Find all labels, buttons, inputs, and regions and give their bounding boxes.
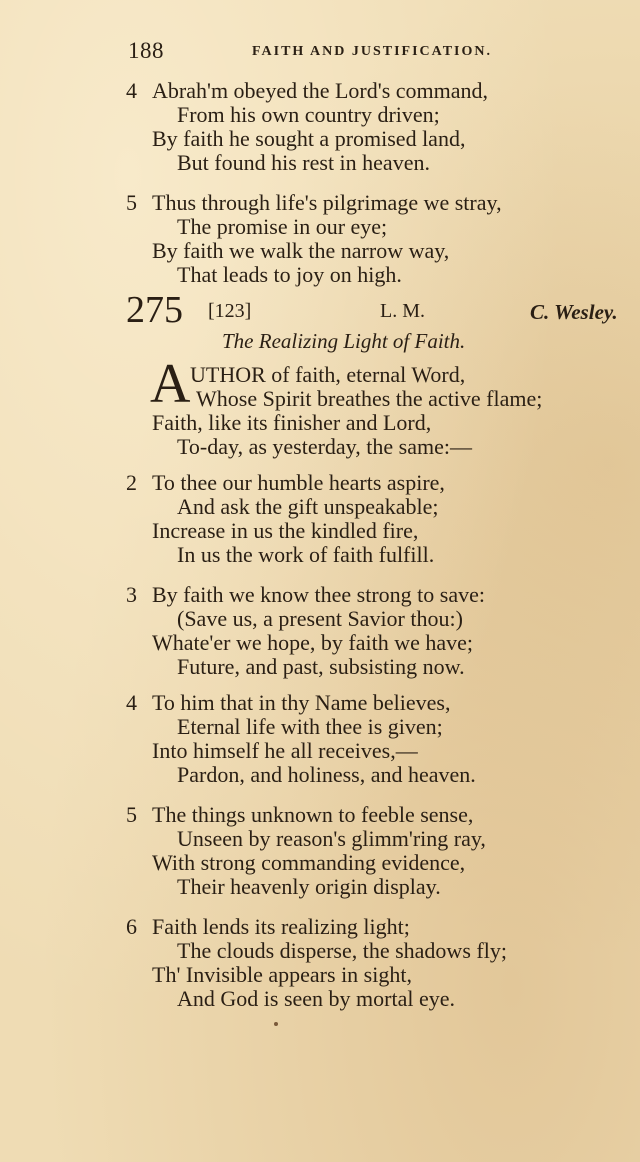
hymn-number: 275 (126, 289, 183, 331)
hymn-title: The Realizing Light of Faith. (222, 329, 466, 353)
verse-line: And ask the gift unspeakable; (177, 494, 439, 519)
hymn-meter: L. M. (380, 300, 425, 322)
verse-line: (Save us, a present Savior thou:) (177, 606, 463, 631)
verse-line: Faith, like its finisher and Lord, (152, 410, 432, 435)
hymn-author: C. Wesley. (530, 300, 618, 324)
stanza-number: 6 (126, 914, 137, 939)
verse-line: Pardon, and holiness, and heaven. (177, 762, 476, 787)
verse-line: To thee our humble hearts aspire, (152, 470, 445, 495)
verse-line: From his own country driven; (177, 102, 440, 127)
verse-line: UTHOR of faith, eternal Word, (190, 362, 466, 387)
verse-line: And God is seen by mortal eye. (177, 986, 455, 1011)
verse-line: Faith lends its realizing light; (152, 914, 410, 939)
ink-speck (274, 1022, 278, 1026)
verse-line: Whose Spirit breathes the active flame; (196, 386, 543, 411)
running-head: FAITH AND JUSTIFICATION. (252, 44, 493, 59)
verse-line: Unseen by reason's glimm'ring ray, (177, 826, 486, 851)
hymn-reference: [123] (208, 300, 252, 322)
verse-line: With strong commanding evidence, (152, 850, 466, 875)
drop-cap: A (150, 353, 191, 415)
verse-line: By faith we walk the narrow way, (152, 238, 450, 263)
verse-line: Abrah'm obeyed the Lord's command, (152, 78, 489, 103)
verse-line: To-day, as yesterday, the same:— (177, 434, 472, 459)
verse-line: In us the work of faith fulfill. (177, 542, 435, 567)
stanza-number: 5 (126, 802, 137, 827)
verse-line: To him that in thy Name believes, (152, 690, 451, 715)
verse-line: Their heavenly origin display. (177, 874, 441, 899)
stanza-number: 3 (126, 582, 137, 607)
verse-line: Eternal life with thee is given; (177, 714, 443, 739)
verse-line: By faith he sought a promised land, (152, 126, 466, 151)
verse-line: Thus through life's pilgrimage we stray, (152, 190, 502, 215)
verse-line: Into himself he all receives,— (152, 738, 418, 763)
verse-line: Whate'er we hope, by faith we have; (152, 630, 473, 655)
stanza-number: 5 (126, 190, 137, 215)
page-number: 188 (128, 38, 164, 63)
stanza-number: 4 (126, 690, 137, 715)
verse-line: The clouds disperse, the shadows fly; (177, 938, 507, 963)
verse-line: But found his rest in heaven. (177, 150, 430, 175)
verse-line: That leads to joy on high. (177, 262, 402, 287)
verse-line: The promise in our eye; (177, 214, 388, 239)
verse-line: Future, and past, subsisting now. (177, 654, 465, 679)
page-header (128, 38, 528, 68)
stanza-number: 2 (126, 470, 137, 495)
verse-line: Increase in us the kindled fire, (152, 518, 419, 543)
verse-line: The things unknown to feeble sense, (152, 802, 474, 827)
verse-line: Th' Invisible appears in sight, (152, 962, 412, 987)
stanza-number: 4 (126, 78, 137, 103)
verse-line: By faith we know thee strong to save: (152, 582, 485, 607)
